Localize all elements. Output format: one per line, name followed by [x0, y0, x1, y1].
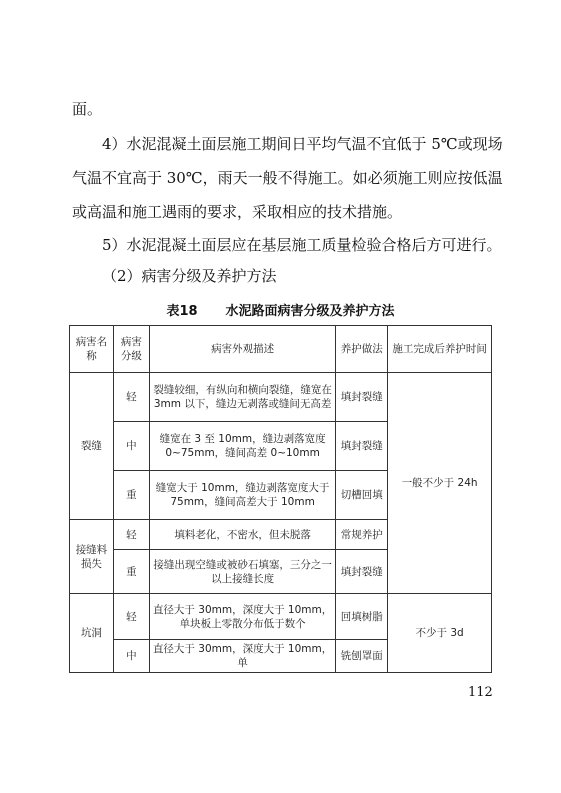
section-heading: （2）病害分级及养护方法 — [102, 267, 277, 285]
description-cell: 直径大于 30mm，深度大于 10mm，单块板上零散分布低于数个 — [149, 594, 336, 640]
method-cell: 常规养护 — [336, 520, 388, 550]
header-cell: 养护做法 — [336, 326, 388, 373]
table-header-row — [70, 326, 492, 373]
paragraph-line: 4）水泥混凝土面层施工期间日平均气温不宜低于 5℃或现场 — [102, 135, 503, 153]
disease-name-cell: 裂缝 — [70, 373, 114, 520]
paragraph-line: 气温不宜高于 30℃，雨天一般不得施工。如必须施工则应按低温 — [72, 169, 503, 187]
header-cell: 病害名称 — [70, 326, 114, 373]
curing-time-cell: 一般不少于 24h — [388, 373, 492, 594]
header-cell: 施工完成后养护时间 — [388, 326, 492, 373]
description-cell: 填料老化，不密水，但未脱落 — [149, 520, 336, 550]
table-title: 水泥路面病害分级及养护方法 — [225, 304, 395, 319]
description-cell: 裂缝较细，有纵向和横向裂缝，缝宽在3mm 以下，缝边无剥落或缝间无高差 — [149, 373, 336, 422]
method-cell: 填封裂缝 — [336, 373, 388, 422]
disease-table — [69, 325, 492, 673]
method-cell: 铣刨罩面 — [336, 640, 388, 673]
method-cell: 填封裂缝 — [336, 422, 388, 471]
grade-cell: 中 — [113, 640, 149, 673]
header-cell: 病害分级 — [113, 326, 149, 373]
method-cell: 填封裂缝 — [336, 550, 388, 594]
header-cell: 病害外观描述 — [149, 326, 336, 373]
disease-name-cell: 接缝料损失 — [70, 520, 114, 594]
page-number: 112 — [468, 685, 493, 700]
paragraph-fragment: 面。 — [72, 100, 103, 118]
table-row — [70, 594, 492, 640]
grade-cell: 重 — [113, 550, 149, 594]
curing-time-cell: 不少于 3d — [388, 594, 492, 673]
paragraph-line: 或高温和施工遇雨的要求，采取相应的技术措施。 — [72, 203, 403, 221]
grade-cell: 重 — [113, 471, 149, 520]
grade-cell: 轻 — [113, 520, 149, 550]
grade-cell: 轻 — [113, 594, 149, 640]
description-cell: 缝宽在 3 至 10mm，缝边剥落宽度 0~75mm，缝间高差 0~10mm — [149, 422, 336, 471]
table-number: 表18 — [166, 304, 198, 319]
description-cell: 缝宽大于 10mm，缝边剥落宽度大于 75mm，缝间高差大于 10mm — [149, 471, 336, 520]
method-cell: 回填树脂 — [336, 594, 388, 640]
description-cell: 接缝出现空缝或被砂石填塞，三分之一以上接缝长度 — [149, 550, 336, 594]
grade-cell: 中 — [113, 422, 149, 471]
paragraph-line: 5）水泥混凝土面层应在基层施工质量检验合格后方可进行。 — [102, 236, 502, 254]
description-cell: 直径大于 30mm，深度大于 10mm，单 — [149, 640, 336, 673]
method-cell: 切槽回填 — [336, 471, 388, 520]
disease-name-cell: 坑洞 — [70, 594, 114, 673]
table-caption — [0, 300, 561, 319]
table-row — [70, 373, 492, 422]
grade-cell: 轻 — [113, 373, 149, 422]
